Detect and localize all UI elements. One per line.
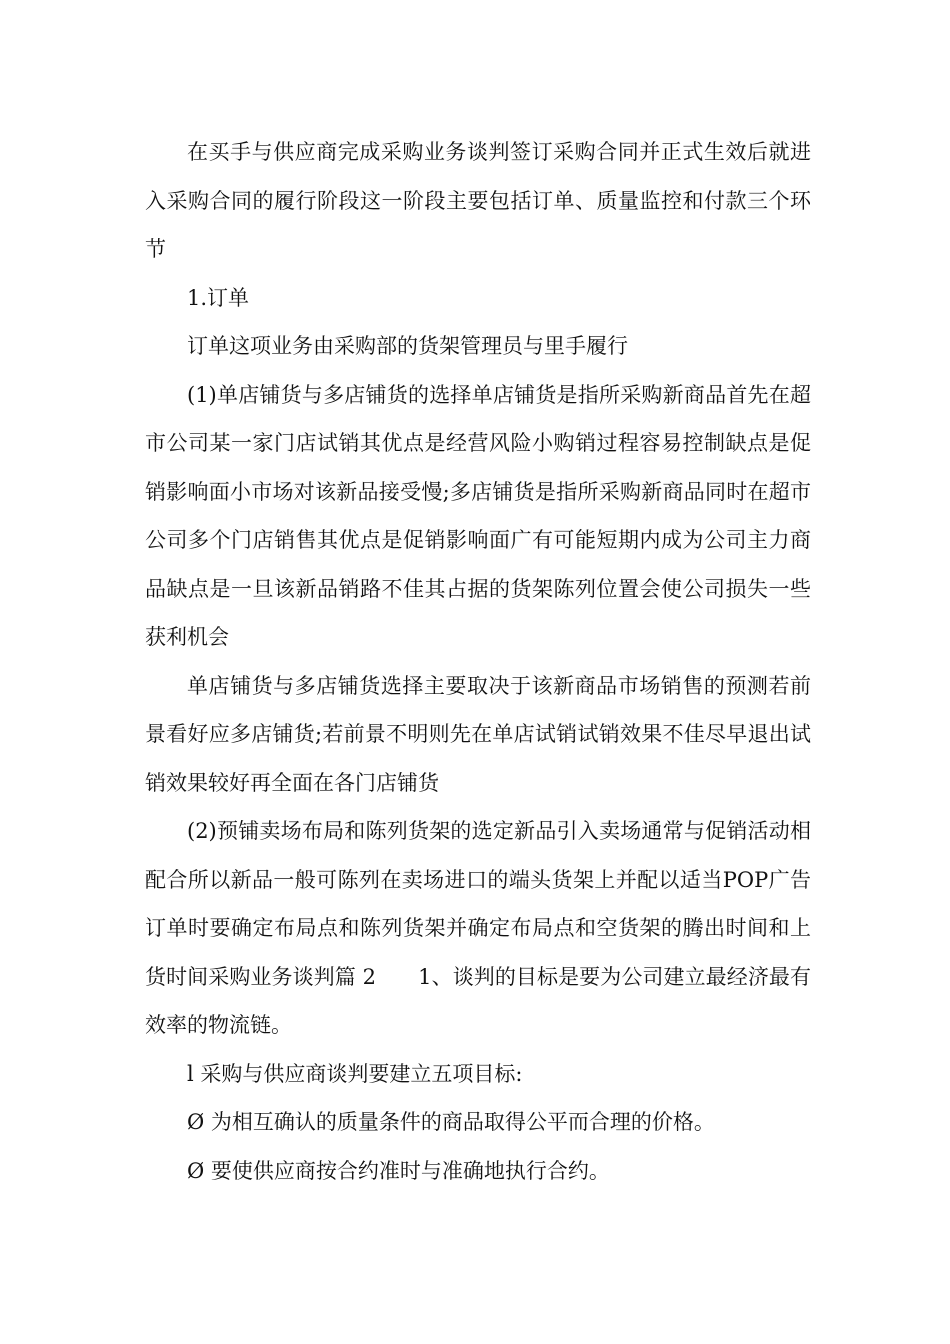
paragraph-goal-contract: Ø 要使供应商按合约准时与准确地执行合约。 (187, 1158, 610, 1183)
paragraph-layout-selection: (2)预铺卖场布局和陈列货架的选定新品引入卖场通常与促销活动相配合所以新品一般可陈列在卖场进口的端头货架上并配以适当POP广告订单时要确定布局点和陈列货架并确定布局点和空货架的腾出时间和上货时间采购业务谈判篇 2 1、谈判的目标是要为公司建立最经济最有效率的物流链。 (145, 819, 811, 1037)
document-body (145, 128, 811, 1195)
paragraph-intro: 在买手与供应商完成采购业务谈判签订采购合同并正式生效后就进入采购合同的履行阶段这一阶段主要包括订单、质量监控和付款三个环节 (145, 140, 811, 261)
paragraph-selection-criteria: 单店铺货与多店铺货选择主要取决于该新商品市场销售的预测若前景看好应多店铺货;若前景不明则先在单店试销试销效果不佳尽早退出试销效果较好再全面在各门店铺货 (145, 673, 811, 795)
paragraph-goal-price: Ø 为相互确认的质量条件的商品取得公平而合理的价格。 (187, 1110, 715, 1134)
paragraph-heading-order: 1.订单 (187, 285, 250, 310)
paragraph-order-duty: 订单这项业务由采购部的货架管理员与里手履行 (187, 334, 628, 358)
paragraph-store-selection: (1)单店铺货与多店铺货的选择单店铺货是指所采购新商品首先在超市公司某一家门店试销其优点是经营风险小购销过程容易控制缺点是促销影响面小市场对该新品接受慢;多店铺货是指所采购新商品同时在超市公司多个门店销售其优点是促销影响面广有可能短期内成为公司主力商品缺点是一旦该新品销路不佳其占据的货架陈列位置会使公司损失一些获利机会 (145, 382, 811, 649)
paragraph-five-goals: l 采购与供应商谈判要建立五项目标: (187, 1061, 523, 1086)
